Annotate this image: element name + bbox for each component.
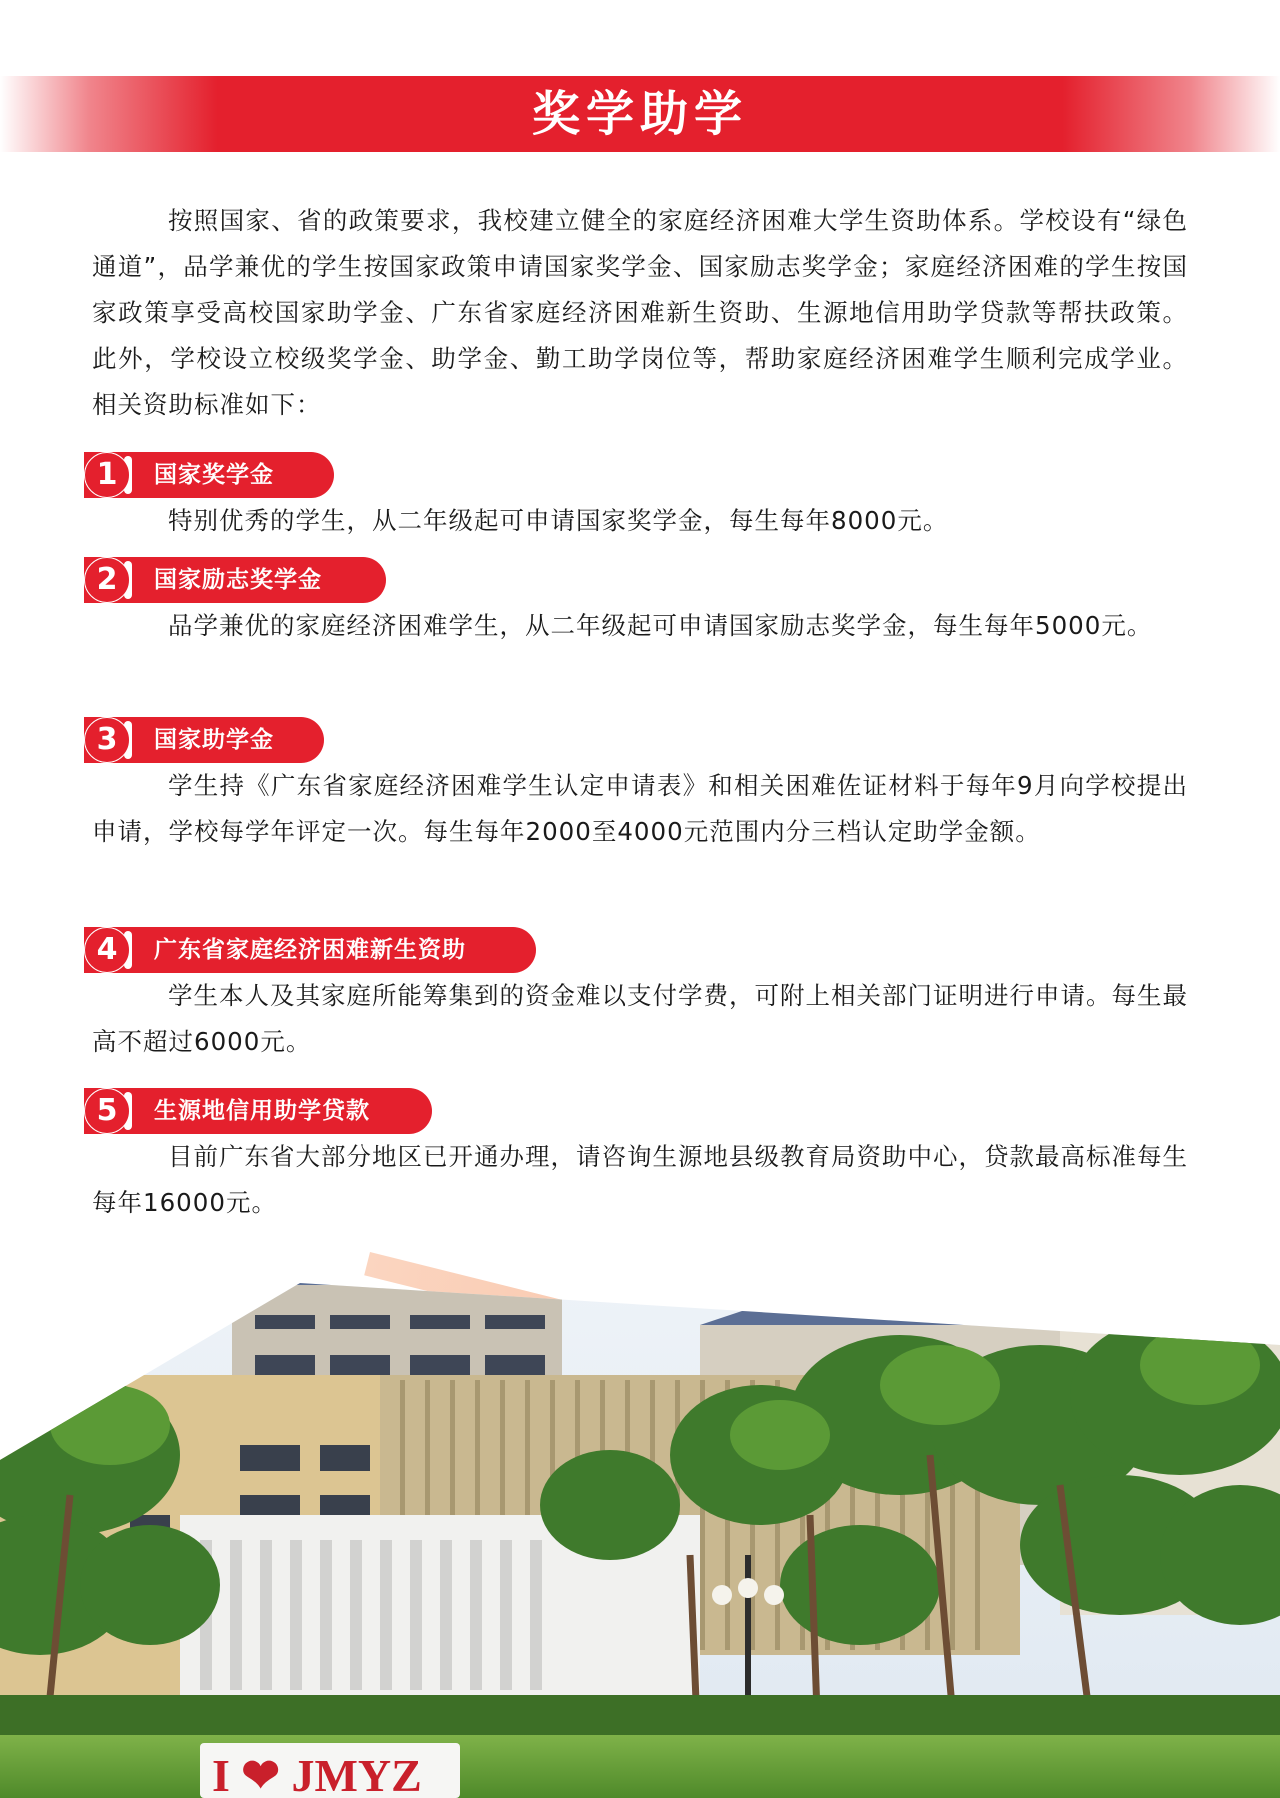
- section-text: 学生本人及其家庭所能筹集到的资金难以支付学费，可附上相关部门证明进行申请。每生最高不超过6000元。: [92, 981, 1188, 1056]
- section-1: [84, 452, 1194, 544]
- section-text: 学生持《广东省家庭经济困难学生认定申请表》和相关困难佐证材料于每年9月向学校提出申请，学校每学年评定一次。每生每年2000至4000元范围内分三档认定助学金额。: [92, 771, 1188, 846]
- section-number-badge: 4: [84, 927, 130, 973]
- section-3: [84, 717, 1194, 855]
- section-number-badge: 2: [84, 557, 130, 603]
- section-4: [84, 927, 1194, 1065]
- section-title: 国家励志奖学金: [154, 567, 322, 593]
- section-5: [84, 1088, 1194, 1226]
- section-title: 国家奖学金: [154, 462, 274, 488]
- section-text: 目前广东省大部分地区已开通办理，请咨询生源地县级教育局资助中心，贷款最高标准每生每年16000元。: [92, 1142, 1188, 1217]
- campus-sign: I ❤ JMYZ: [212, 1750, 422, 1798]
- section-number-badge: 1: [84, 452, 130, 498]
- section-title: 广东省家庭经济困难新生资助: [154, 937, 466, 963]
- section-2: [84, 557, 1194, 649]
- section-title: 国家助学金: [154, 727, 274, 753]
- title-banner: [0, 76, 1280, 152]
- section-text: 品学兼优的家庭经济困难学生，从二年级起可申请国家励志奖学金，每生每年5000元。: [168, 611, 1153, 640]
- intro-paragraph: 按照国家、省的政策要求，我校建立健全的家庭经济困难大学生资助体系。学校设有“绿色通道”，品学兼优的学生按国家政策申请国家奖学金、国家励志奖学金；家庭经济困难的学生按国家政策享受高校国家助学金、广东省家庭经济困难新生资助、生源地信用助学贷款等帮扶政策。此外，学校设立校级奖学金、助学金、勤工助学岗位等，帮助家庭经济困难学生顺利完成学业。相关资助标准如下：: [92, 206, 1188, 419]
- section-title: 生源地信用助学贷款: [154, 1098, 370, 1124]
- campus-photo: [0, 1255, 1280, 1798]
- page-title: 奖学助学: [531, 86, 748, 142]
- section-text: 特别优秀的学生，从二年级起可申请国家奖学金，每生每年8000元。: [168, 506, 949, 535]
- section-number-badge: 5: [84, 1088, 130, 1134]
- section-number-badge: 3: [84, 717, 130, 763]
